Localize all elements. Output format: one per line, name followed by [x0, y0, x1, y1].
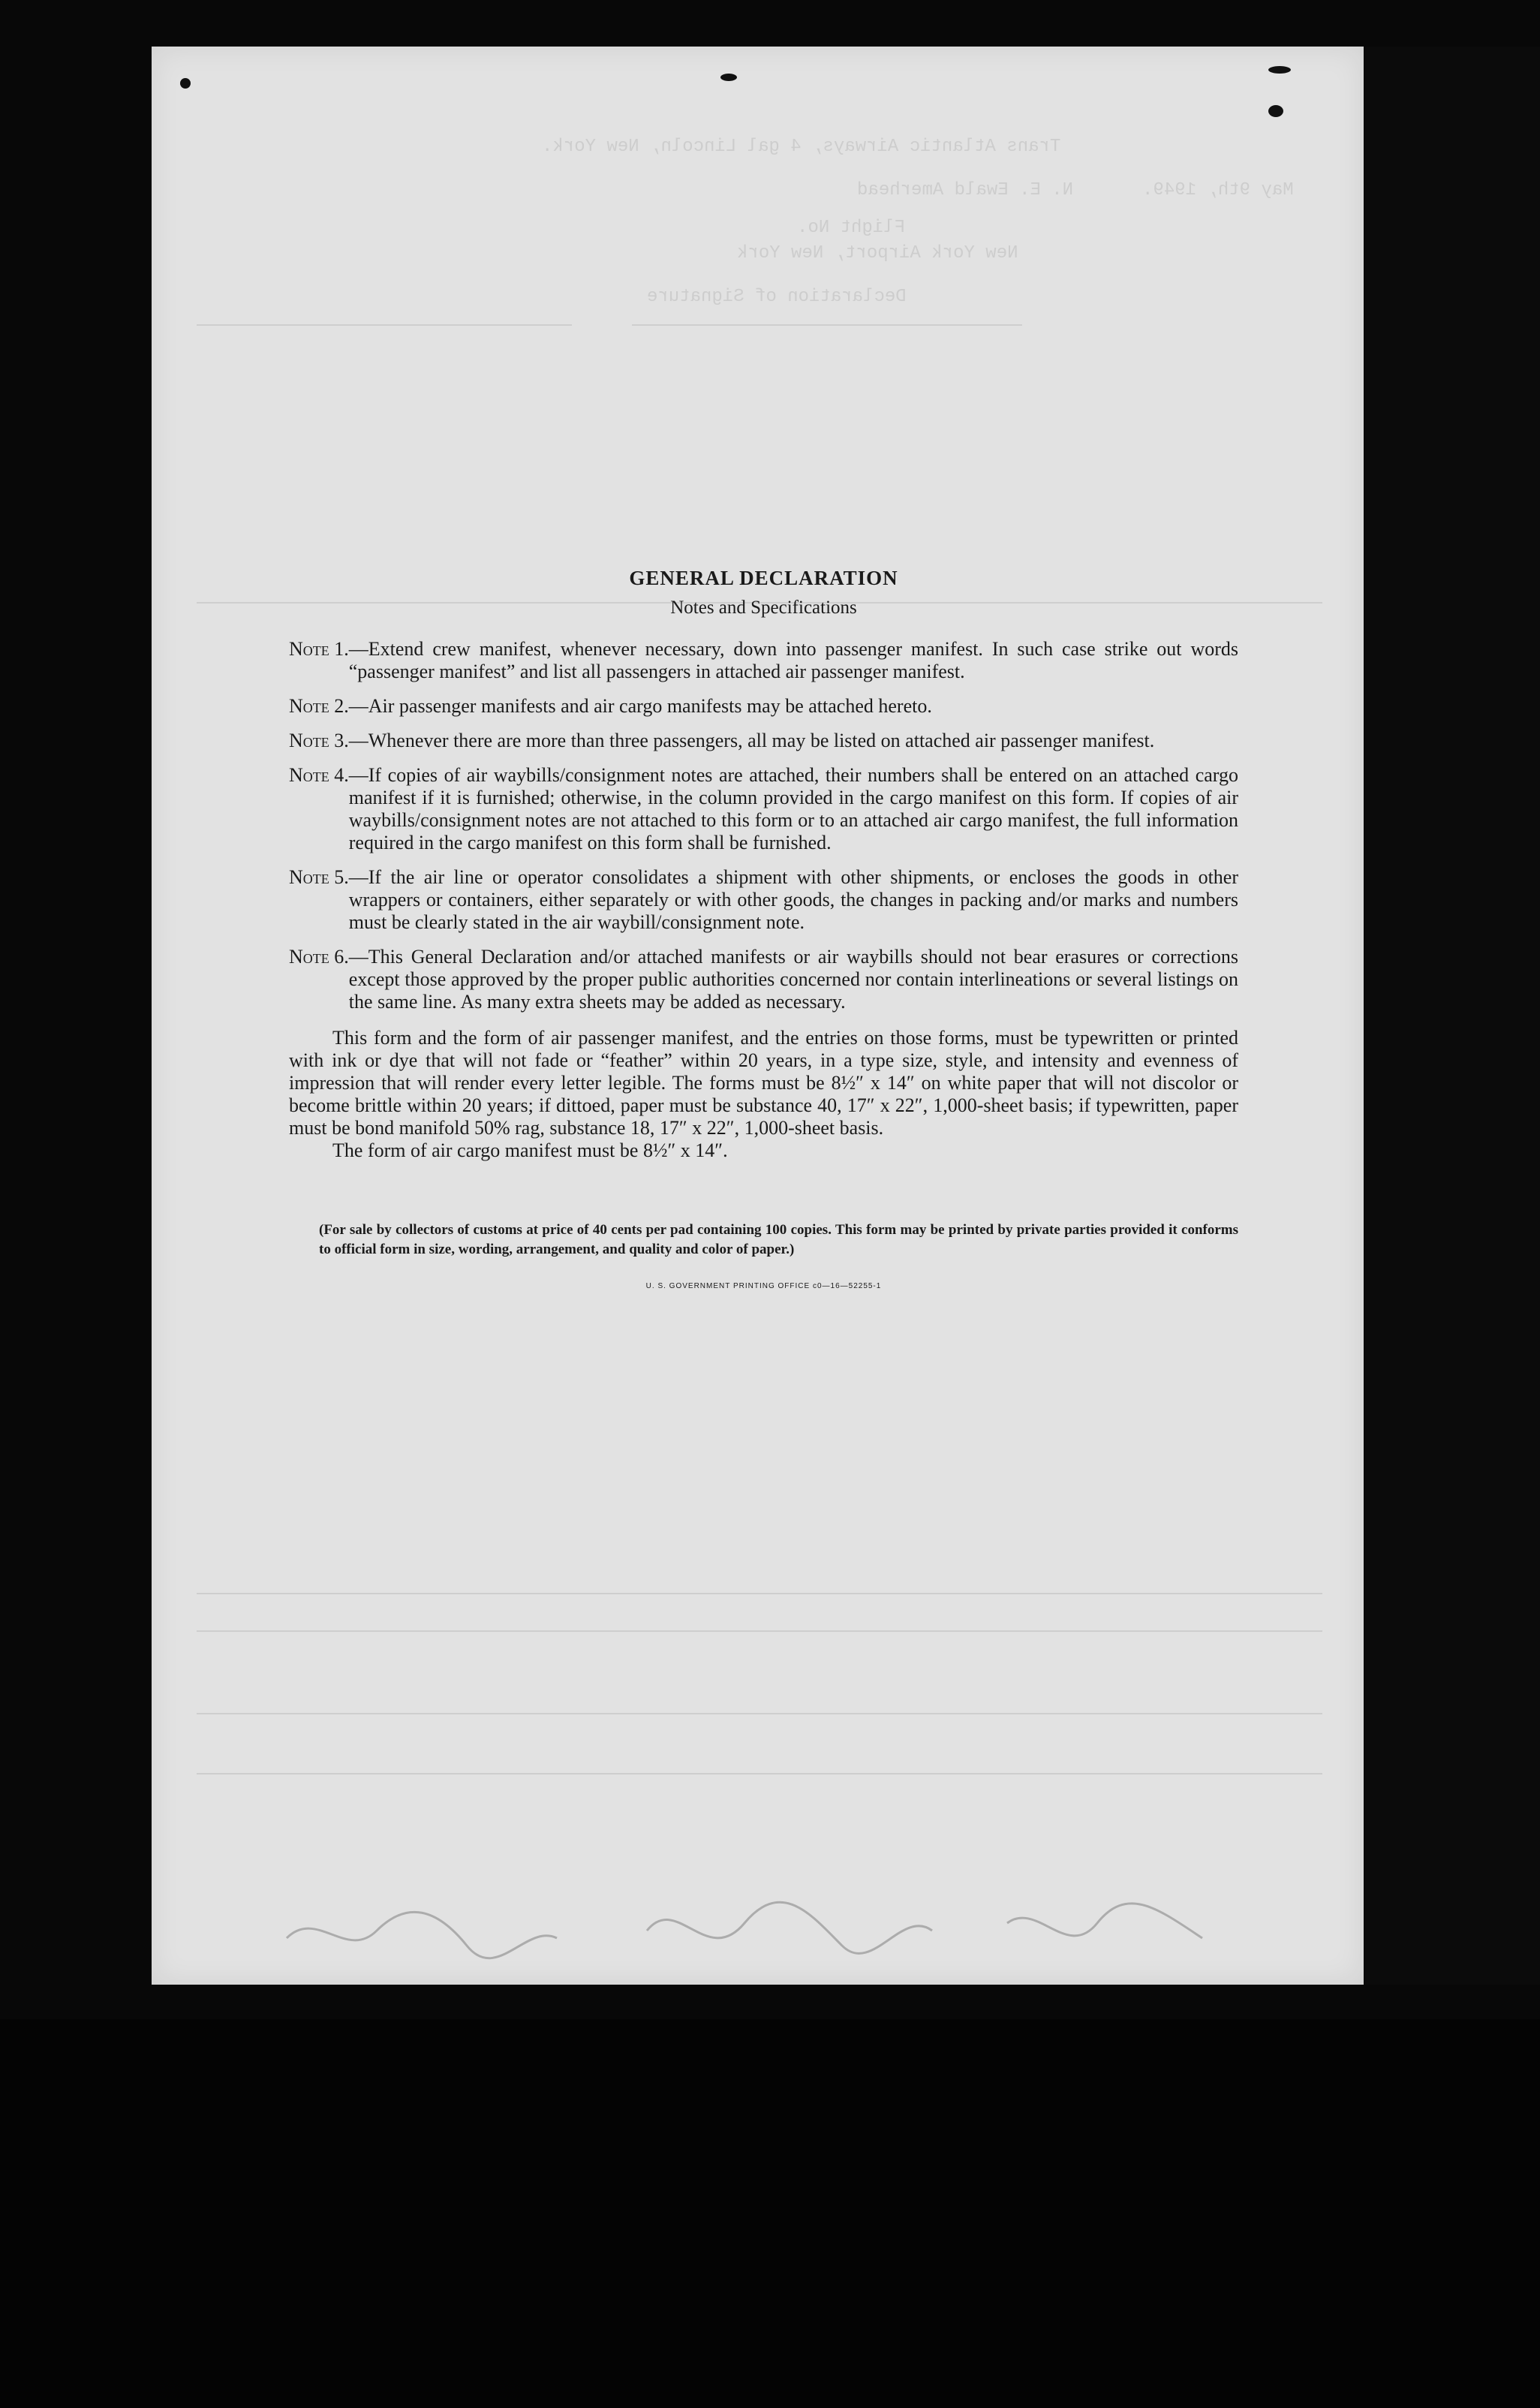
printing-office-imprint: U. S. GOVERNMENT PRINTING OFFICE c0—16—52255-1	[645, 1282, 882, 1290]
bleed-through-rule	[197, 1593, 1322, 1594]
bleed-through-rule	[632, 324, 1022, 326]
note-item	[289, 638, 1238, 683]
form-subtitle: Notes and Specifications	[670, 597, 857, 618]
note-item	[289, 695, 1238, 718]
note-item	[289, 730, 1238, 752]
form-title: GENERAL DECLARATION	[629, 567, 898, 589]
note-text: —If copies of air waybills/consignment notes are attached, their numbers shall be entered on an attached cargo manifest if it is furnished; otherwise, in the column provided in the cargo manifest on this form. If copies of air waybills/consignment notes are not attached to this form or to an attached air cargo manifest, the full information required in the cargo manifest on this form shall be furnished.	[348, 764, 1238, 853]
cargo-form-size: The form of air cargo manifest must be 8½″ x 14″.	[332, 1139, 728, 1161]
notes-list	[289, 638, 1238, 1013]
note-label: Note 2.	[289, 695, 349, 717]
bleed-through-line: May 9th, 1949.	[1142, 180, 1294, 200]
bleed-through-rule	[197, 324, 572, 326]
scan-border-right	[1364, 47, 1540, 1985]
bleed-through-line: Declaration of Signature	[647, 287, 907, 307]
note-text: —Air passenger manifests and air cargo manifests may be attached hereto.	[348, 695, 932, 717]
note-label: Note 3.	[289, 730, 349, 751]
scan-speck	[1268, 105, 1283, 117]
note-item	[289, 764, 1238, 854]
note-text: —Whenever there are more than three passengers, all may be listed on attached air passenger manifest.	[348, 730, 1155, 751]
note-label: Note 4.	[289, 764, 349, 786]
note-item	[289, 946, 1238, 1013]
note-item	[289, 866, 1238, 934]
bleed-through-rule	[197, 1773, 1322, 1774]
bleed-through-rule	[197, 1630, 1322, 1632]
bleed-through-line: Trans Atlantic Airways, 4 gal Lincoln, New York.	[542, 137, 1061, 157]
bleed-through-rule	[197, 1713, 1322, 1714]
note-text: —If the air line or operator consolidates a shipment with other shipments, or encloses the goods in other wrappers or containers, either separately or with other goods, the changes in packing and/or marks and numbers must be clearly stated in the air waybill/consignment note.	[348, 866, 1238, 933]
scan-speck	[180, 78, 191, 89]
notes-section	[289, 567, 1238, 1290]
bleed-through-line: N. E. Ewald Amerhead	[857, 180, 1074, 200]
bleed-through-line: New York Airport, New York	[737, 243, 1018, 263]
note-label: Note 6.	[289, 946, 349, 968]
note-label: Note 1.	[289, 638, 349, 660]
sale-note: (For sale by collectors of customs at price of 40 cents per pad containing 100 copies. This form may be printed by private parties provided it conforms to official form in size, wording, arrangement, and quality and color of paper.)	[319, 1222, 1238, 1257]
specification-paragraph: This form and the form of air passenger manifest, and the entries on those forms, must be typewritten or printed with ink or dye that will not fade or “feather” within 20 years, in a type size, style, and intensity and evenness of impression that will render every letter legible. The forms must be 8½″ x 14″ on white paper that will not discolor or become brittle within 20 years; if dittoed, paper must be substance 40, 17″ x 22″, 1,000-sheet basis; if typewritten, paper must be bond manifold 50% rag, substance 18, 17″ x 22″, 1,000-sheet basis.	[289, 1027, 1238, 1139]
bleed-through-signature	[257, 1878, 1307, 1976]
note-label: Note 5.	[289, 866, 349, 888]
scan-border-bottom	[0, 2019, 1540, 2408]
scan-speck	[1268, 66, 1291, 74]
scan-speck	[720, 74, 737, 81]
bleed-through-line: Flight No.	[797, 218, 906, 238]
note-text: —Extend crew manifest, whenever necessary, down into passenger manifest. In such case strike out words “passenger manifest” and list all passengers in attached air passenger manifest.	[348, 638, 1238, 682]
note-text: —This General Declaration and/or attached manifests or air waybills should not bear erasures or corrections except those approved by the proper public authorities concerned nor contain interlineations or several listings on the same line. As many extra sheets may be added as necessary.	[348, 946, 1238, 1013]
